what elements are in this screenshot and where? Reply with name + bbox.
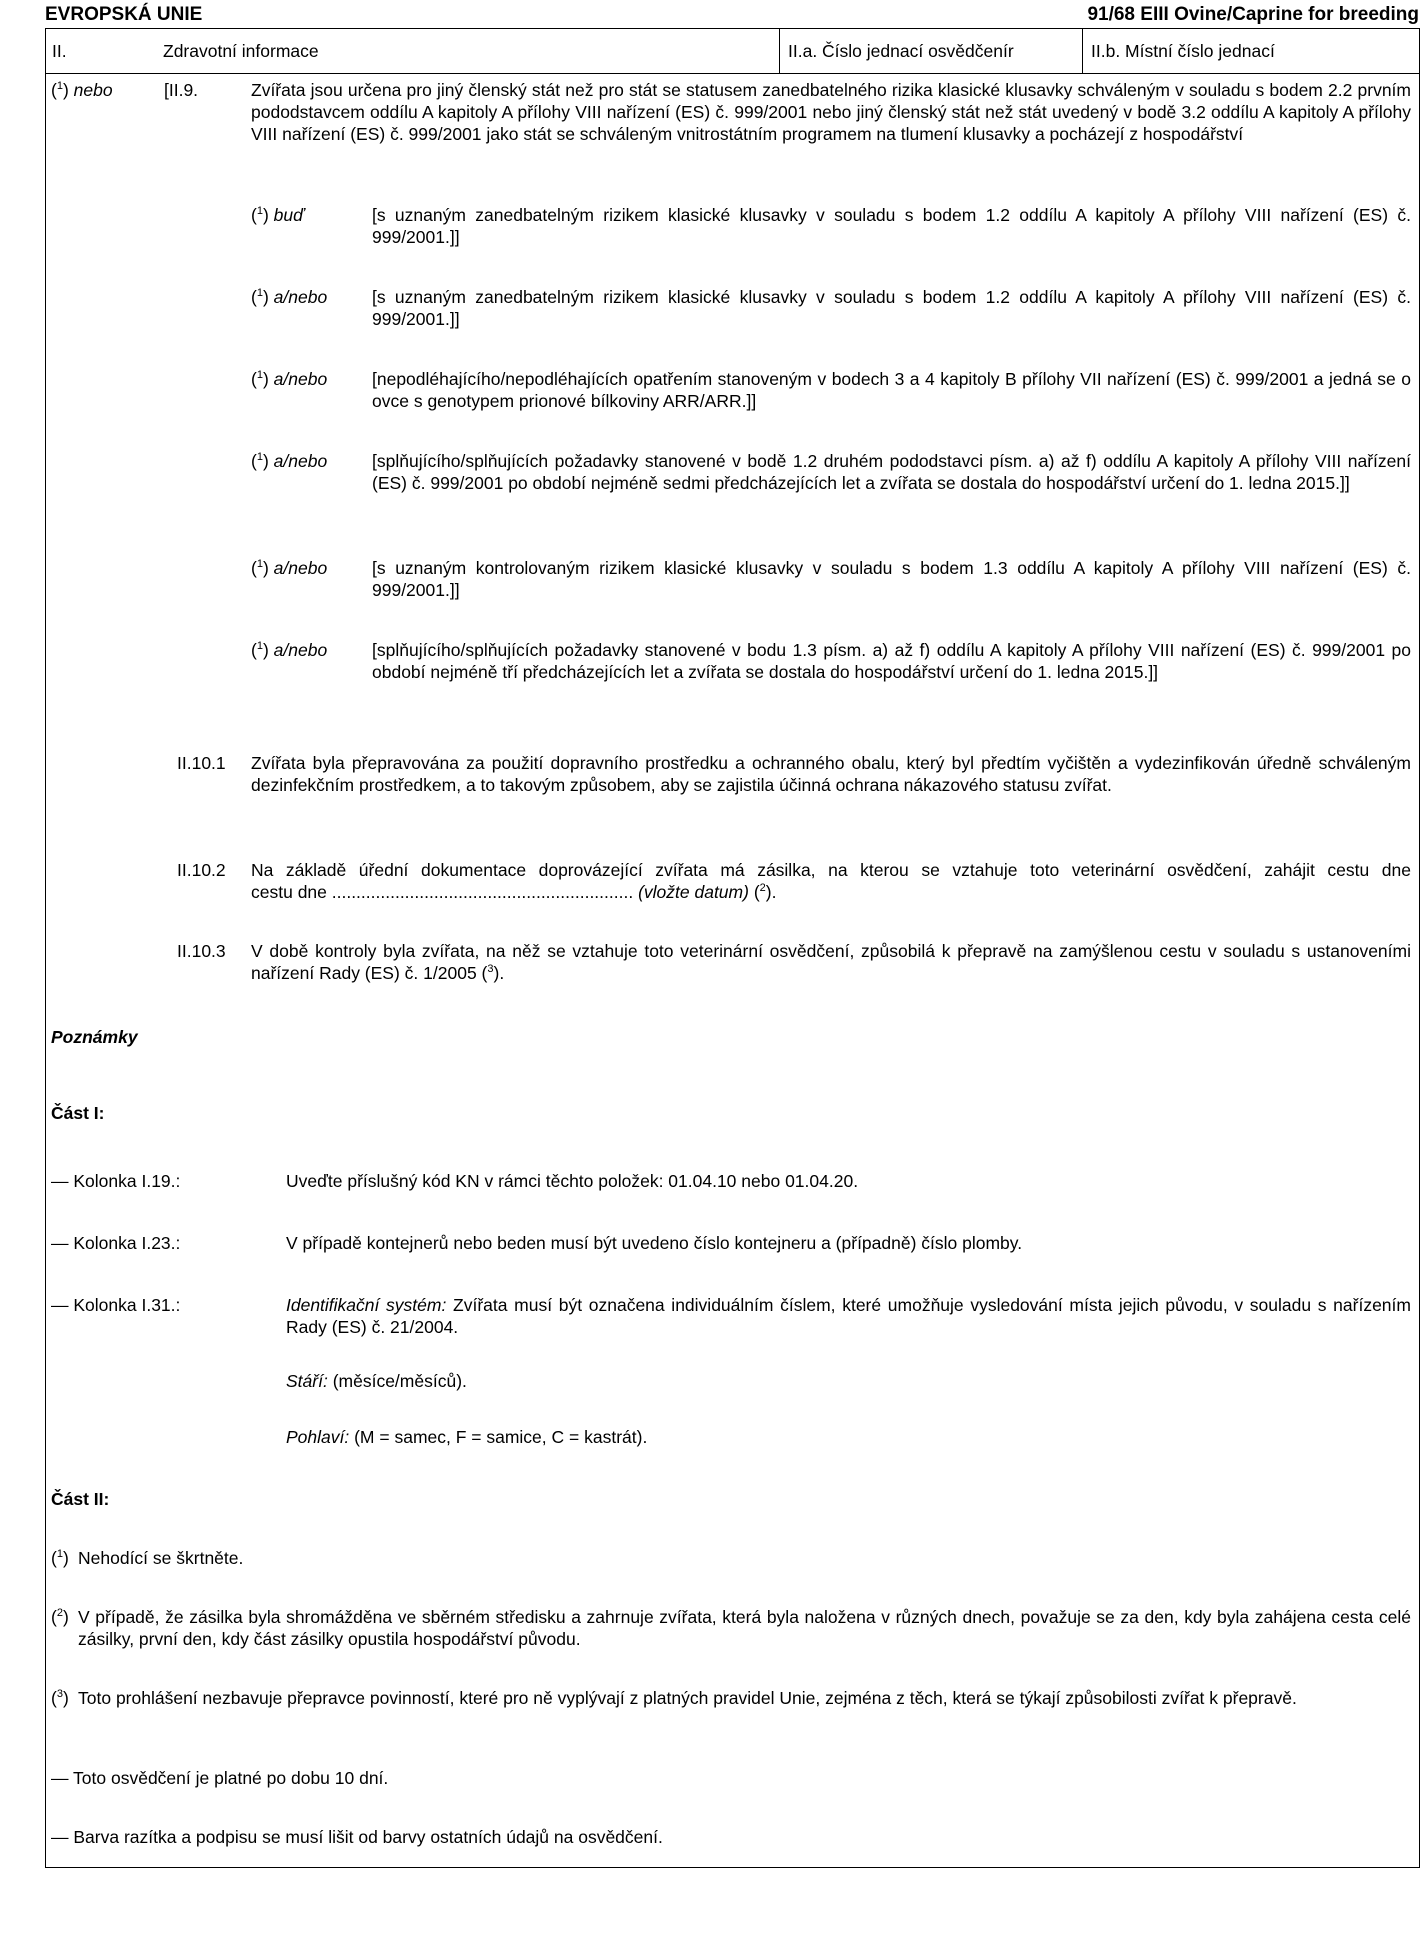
section-title: Zdravotní informace [163,41,319,61]
ii10-3-text: V době kontroly byla zvířata, na něž se vztahuje toto veterinární osvědčení, způsobilá k přepravě na zamýšlenou cestu v souladu s ustanoveními nařízení Rady (ES) č. 1/2005 ($^3$). [251,941,1411,983]
notes-title: Poznámky [51,1027,138,1047]
section-number: II. [52,41,67,61]
ii9-text: Zvířata jsou určena pro jiný členský stát než pro stát se statusem zanedbatelného rizika klasické klusavky schváleným v souladu s bodem 2.2 prvním pododstavcem oddílu A kapitoly A přílohy VIII nařízení (ES) č. 999/2001 nebo jiný členský stát než stát uvedený v bodě 3.2 oddílu A kapitoly A přílohy VIII nařízení (ES) č. 999/2001 jako stát se schváleným vnitrostátním programem na tlumení klusavky a pocházejí z hospodářství [251,80,1411,144]
header-divider [1082,29,1083,73]
document-header [45,4,1422,28]
ii9-number: [II.9. [164,80,199,100]
certificate-code: 91/68 EIII Ovine/Caprine for breeding [1087,4,1419,25]
header-divider [779,29,780,73]
ii9-marker: ($^1$) nebo [51,80,113,100]
ii10-1-text: Zvířata byla přepravována za použití dopravního prostředku a ochranného obalu, který byl předtím vyčištěn a vydezinfikován úředně schváleným dezinfekčním prostředkem, a to takovým způsobem, aby se zajistila účinná ochrana nákazového statusu zvířat. [251,753,1411,795]
part2-title: Část II: [51,1489,110,1509]
certificate-frame: II. Zdravotní informace II.a. Číslo jednací osvědčenír II.b. Místní číslo jednací ($^1$) nebo [II.9. Zvířata jsou určena pro jiný členský stát než pro stát se statusem zanedbatelného rizika klasické klusavky schváleným v souladu s bodem 2.2 prvním pododstavcem oddílu A kapitoly A přílohy VIII nařízení (ES) č. 999/2001 nebo jiný členský stát než stát uvedený v bodě 3.2 oddílu A kapitoly A přílohy VIII nařízení (ES) č. 999/2001 jako stát se schváleným vnitrostátním programem na tlumení klusavky a pocházejí z hospodářství ($^1$) buď [s uznaným zanedbatelným rizikem klasické klusavky v souladu s bodem 1.2 oddílu A kapitoly A přílohy VIII nařízení (ES) č. 999/2001.]] ($^1$) a/nebo [s uznaným zanedbatelným rizikem klasické klusavky v souladu s bodem 1.2 oddílu A kapitoly A přílohy VIII nařízení (ES) č. 999/2001.]] ($^1$) a/nebo [nepodléhajícího/nepodléhajících opatřením stanoveným v bodech 3 a 4 kapitoly B přílohy VII nařízení (ES) č. 999/2001 a jedná se o ovce s genotypem prionové bílkoviny ARR/ARR.]] ($^1$) a/nebo [splňujícího/splňujících požadavky stanovené v bodě 1.2 druhém pododstavci písm. a) až f) oddílu A kapitoly A přílohy VIII nařízení (ES) č. 999/2001 po období nejméně sedmi předcházejících let a zvířata se dostala do hospodářství určení do 1. ledna 2015.]] ($^1$) a/nebo [s uznaným kontrolovaným rizikem klasické klusavky v souladu s bodem 1.3 oddílu A kapitoly A přílohy VIII nařízení (ES) č. 999/2001.]] ($^1$) a/nebo [splňujícího/splňujících požadavky stanovené v bodu 1.3 písm. a) až f) oddílu A kapitoly A přílohy VIII nařízení (ES) č. 999/2001 po období nejméně tří předcházejících let a zvířata se dostala do hospodářství určení do 1. ledna 2015.]] II.10.1 Zvířata byla přepravována za použití dopravního prostředku a ochranného obalu, který byl předtím vyčištěn a vydezinfikován úředně schváleným dezinfekčním prostředkem, a to takovým způsobem, aby se zajistila účinná ochrana nákazového statusu zvířat. II.10.2 Na základě úřední dokumentace doprovázející zvířata má zásilka, na kterou se vztahuje toto veterinární osvědčení, zahájit cestu dne cestu dne .............................................................. (vložte datum) ($^2$). II.10.3 V době kontroly byla zvířata, na něž se vztahuje toto veterinární osvědčení, způsobilá k přepravě na zamýšlenou cestu v souladu s ustanoveními nařízení Rady (ES) č. 1/2005 ($^3$). Poznámky Část I: — Kolonka I.19.: Uveďte příslušný kód KN v rámci těchto položek: 01.04.10 nebo 01.04.20. — Kolonka I.23.: V případě kontejnerů nebo beden musí být uvedeno číslo kontejneru a (případně) číslo plomby. — Kolonka I.31.: Identifikační systém: Zvířata musí být označena individuálním číslem, které umožňuje vysledování místa jejich původu, v souladu s nařízením Rady (ES) č. 21/2004. Stáří: (měsíce/měsíců). Pohlaví: (M = samec, F = samice, C = kastrát). Část II: ($^1$) Nehodící se škrtněte. ($^2$) V případě, že zásilka byla shromážděna ve sběrném středisku a zahrnuje zvířata, která byla naložena v různých dnech, považuje se za den, kdy byla zahájena cesta celé zásilky, první den, kdy část zásilky opustila hospodářství původu. ($^3$) Toto prohlášení nezbavuje přepravce povinností, které pro ně vyplývají z platných pravidel Unie, zejména z těch, která se týkají způsobilosti zvířat k přepravě. — Toto osvědčení je platné po dobu 10 dní. — Barva razítka a podpisu se musí lišit od barvy ostatních údajů na osvědčení. [45,28,1420,1868]
ii10-2-number: II.10.2 [177,860,226,880]
part1-title: Část I: [51,1103,105,1123]
ii10-1-number: II.10.1 [177,753,226,773]
certificate-reference-label: II.a. Číslo jednací osvědčenír [788,41,1014,61]
validity-note: — Toto osvědčení je platné po dobu 10 dní. [51,1768,389,1788]
union-title: EVROPSKÁ UNIE [45,4,203,25]
ii10-3-number: II.10.3 [177,941,226,961]
table-header-row [46,29,1419,74]
local-reference-label: II.b. Místní číslo jednací [1091,41,1275,61]
stamp-color-note: — Barva razítka a podpisu se musí lišit od barvy ostatních údajů na osvědčení. [51,1827,663,1847]
ii10-2-text: Na základě úřední dokumentace doprovázející zvířata má zásilka, na kterou se vztahuje toto veterinární osvědčení, zahájit cestu dne cestu dne .............................................................. (vložte datum) ($^2$). [251,860,1411,902]
